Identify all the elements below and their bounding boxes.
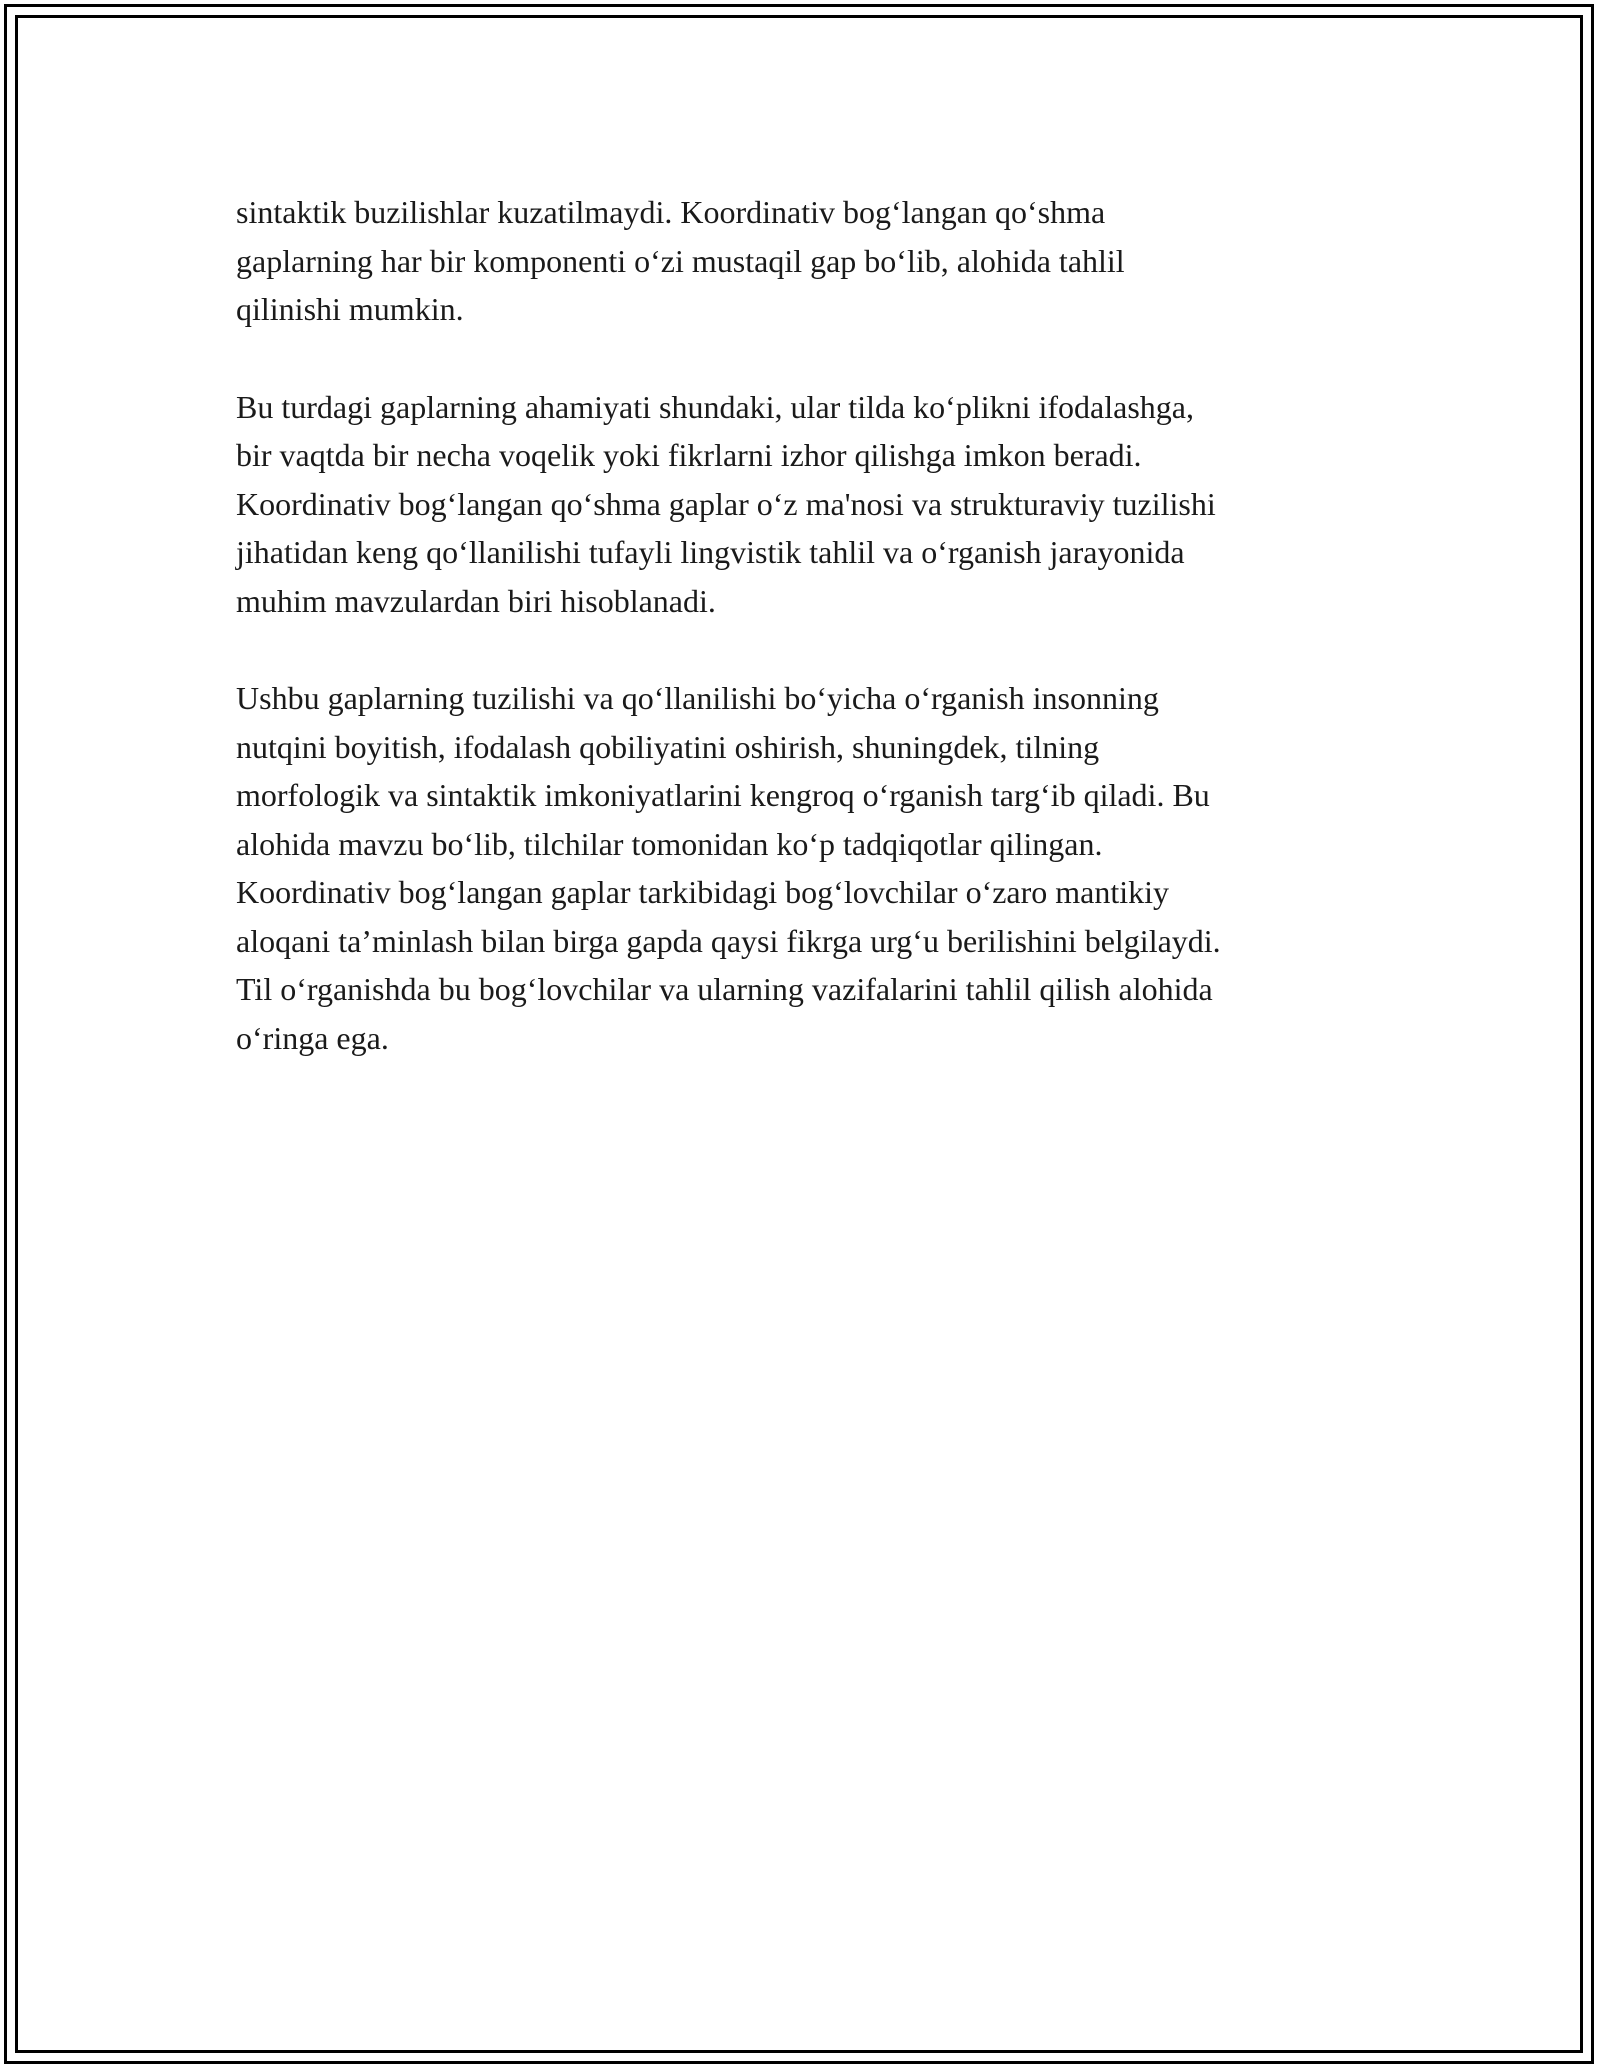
text-line: sintaktik buzilishlar kuzatilmaydi. Koordinativ bog‘langan qo‘shma bbox=[236, 194, 1106, 230]
text-line: morfologik va sintaktik imkoniyatlarini kengroq o‘rganish targ‘ib qiladi. Bu bbox=[236, 777, 1210, 813]
text-line: aloqani ta’minlash bilan birga gapda qaysi fikrga urg‘u berilishini belgilaydi. bbox=[236, 922, 1221, 959]
paragraph-3 bbox=[236, 674, 1396, 1062]
text-line: o‘ringa ega. bbox=[236, 1019, 389, 1056]
page-body bbox=[236, 188, 1396, 1111]
text-line: qilinishi mumkin. bbox=[236, 291, 464, 327]
text-line: bir vaqtda bir necha voqelik yoki fikrlarni izhor qilishga imkon beradi. bbox=[236, 437, 1142, 473]
text-line: jihatidan keng qo‘llanilishi tufayli lingvistik tahlil va o‘rganish jarayonida bbox=[236, 534, 1185, 570]
text-line: Bu turdagi gaplarning ahamiyati shundaki, ular tilda ko‘plikni ifodalashga, bbox=[236, 388, 1194, 425]
text-line: muhim mavzulardan biri hisoblanadi. bbox=[236, 582, 716, 619]
text-line: nutqini boyitish, ifodalash qobiliyatini oshirish, shuningdek, tilning bbox=[236, 728, 1100, 765]
text-line: Koordinativ bog‘langan qo‘shma gaplar o‘z ma'nosi va strukturaviy tuzilishi bbox=[236, 485, 1216, 522]
text-line: Koordinativ bog‘langan gaplar tarkibidagi bog‘lovchilar o‘zaro mantikiy bbox=[236, 874, 1170, 910]
paragraph-1 bbox=[236, 188, 1396, 334]
text-line: alohida mavzu bo‘lib, tilchilar tomonidan ko‘p tadqiqotlar qilingan. bbox=[236, 825, 1103, 862]
text-line: gaplarning har bir komponenti o‘zi mustaqil gap bo‘lib, alohida tahlil bbox=[236, 242, 1125, 279]
paragraph-2 bbox=[236, 383, 1396, 626]
text-line: Til o‘rganishda bu bog‘lovchilar va ularning vazifalarini tahlil qilish alohida bbox=[236, 971, 1213, 1007]
text-line: Ushbu gaplarning tuzilishi va qo‘llanilishi bo‘yicha o‘rganish insonning bbox=[236, 680, 1159, 716]
